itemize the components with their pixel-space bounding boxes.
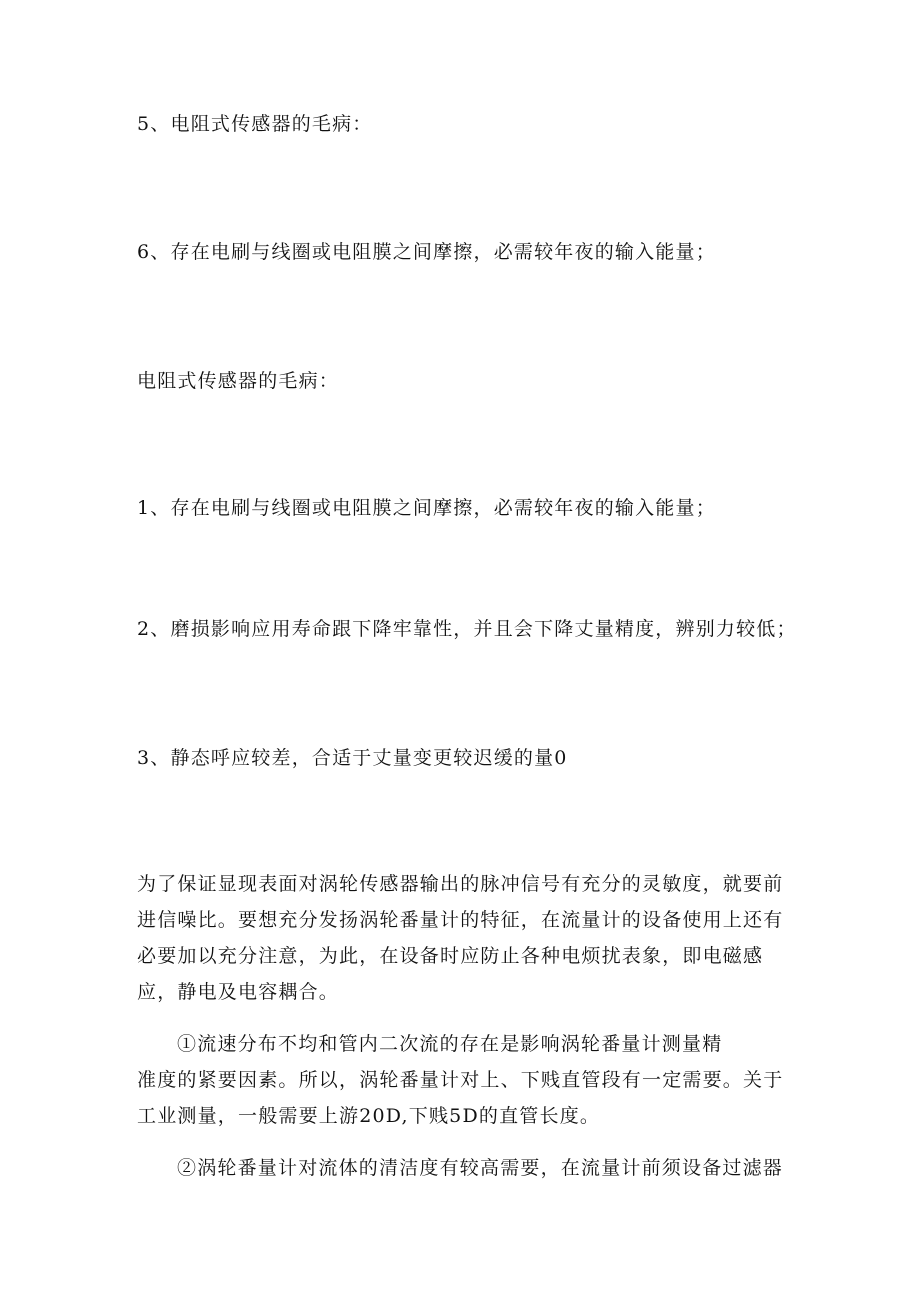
paragraph-line: 工业测量，一般需要上游20D,下贱5D的直管长度。 xyxy=(137,1105,601,1127)
paragraph-line: ①流速分布不均和管内二次流的存在是影响涡轮番量计测量精 xyxy=(177,1033,723,1055)
paragraph-line: 应，静电及电容耦合。 xyxy=(137,981,340,1003)
section-heading: 电阻式传感器的毛病： xyxy=(137,370,340,392)
paragraph-cleanliness xyxy=(137,1150,783,1186)
paragraph-line: ②涡轮番量计对流体的清洁度有较高需要，在流量计前须设备过滤器 xyxy=(177,1157,784,1179)
paragraph-signal xyxy=(137,866,783,1010)
item-1-line: 1、存在电刷与线圈或电阻膜之间摩擦，必需较年夜的输入能量； xyxy=(137,497,716,519)
paragraph-flow-distribution xyxy=(137,1026,783,1134)
paragraph-line: 为了保证显现表面对涡轮传感器输出的脉冲信号有充分的灵敏度，就要前 xyxy=(137,873,784,895)
item-3-line: 3、静态呼应较差，合适于丈量变更较迟缓的量0 xyxy=(137,747,568,769)
item-5-line: 5、电阻式传感器的毛病： xyxy=(137,113,373,135)
item-2-line: 2、磨损影响应用寿命跟下降牢靠性，并且会下降丈量精度，辨别力较低； xyxy=(137,618,797,640)
paragraph-line: 必要加以充分注意，为此，在设备时应防止各种电烦扰表象，即电磁感 xyxy=(137,945,764,967)
paragraph-line: 准度的紧要因素。所以，涡轮番量计对上、下贱直管段有一定需要。关于 xyxy=(137,1069,784,1091)
paragraph-line: 进信噪比。要想充分发扬涡轮番量计的特征，在流量计的设备使用上还有 xyxy=(137,909,784,931)
item-6-line: 6、存在电刷与线圈或电阻膜之间摩擦，必需较年夜的输入能量； xyxy=(137,241,716,263)
